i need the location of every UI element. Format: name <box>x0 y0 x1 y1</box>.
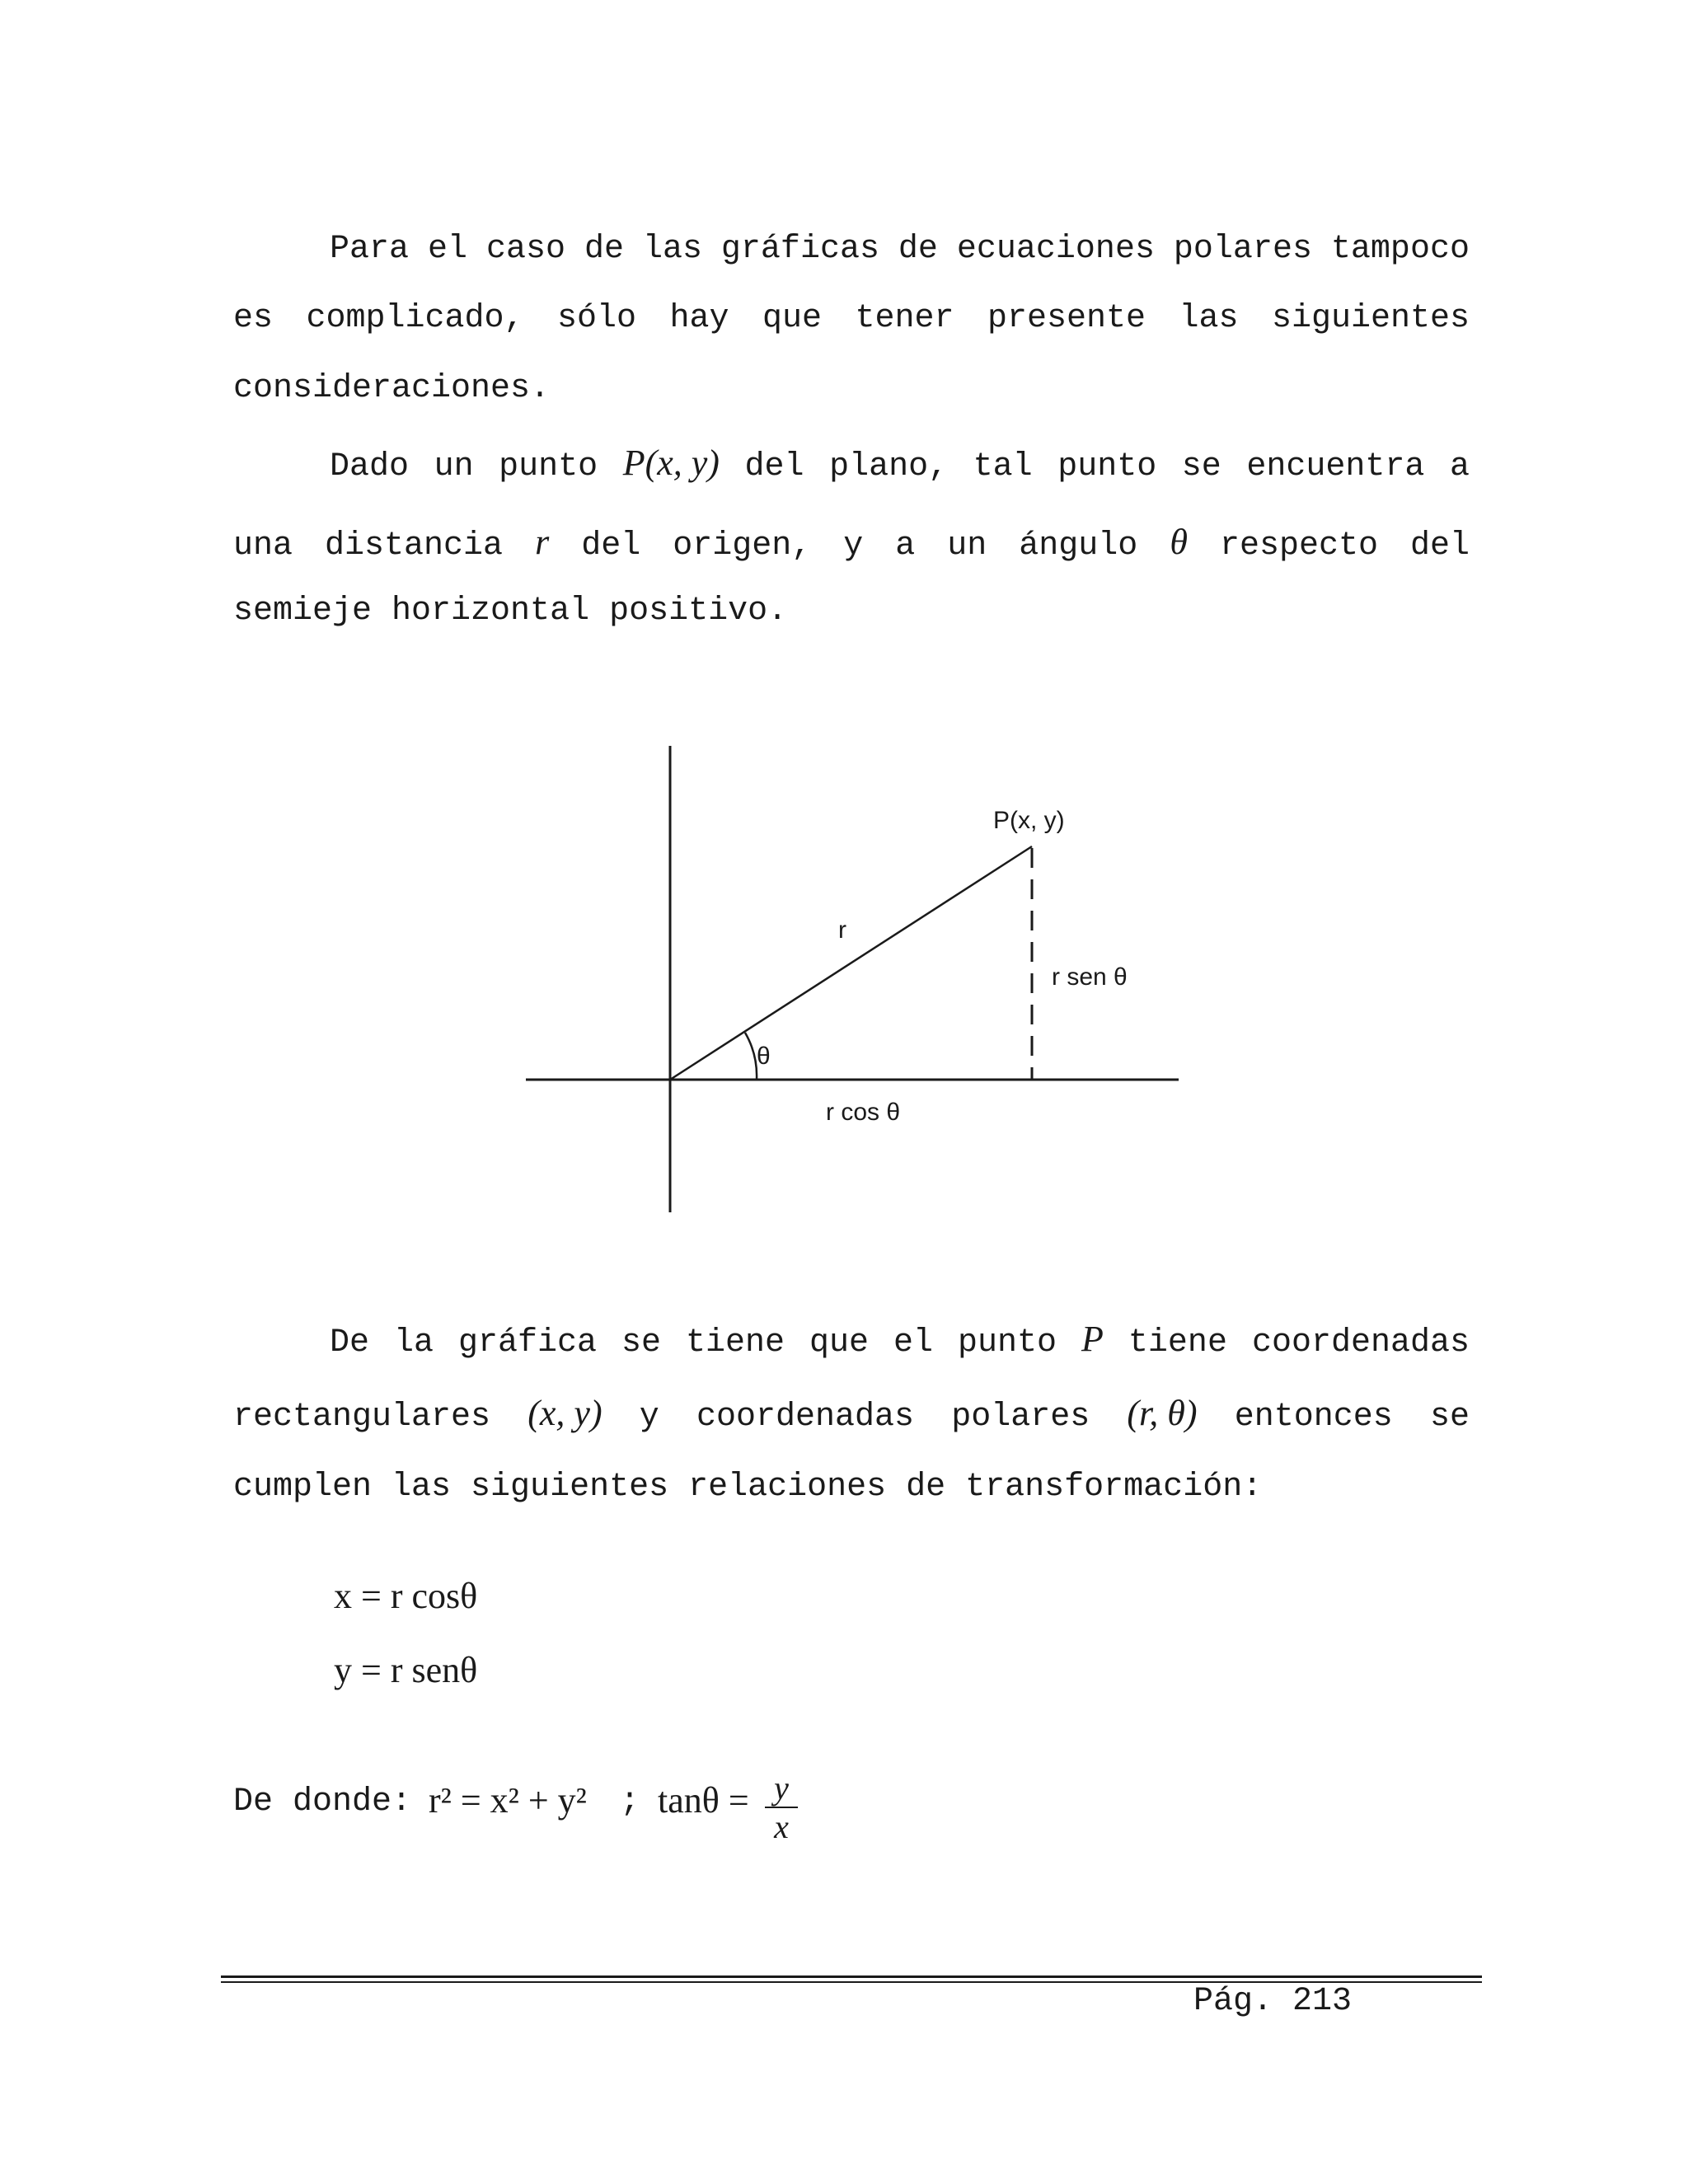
paragraph-2-line-1 <box>330 443 1470 488</box>
word: el <box>427 231 467 268</box>
p-symbol: P <box>1081 1319 1104 1359</box>
word: las <box>642 231 702 268</box>
word: es <box>233 300 274 337</box>
word: respecto <box>1219 527 1378 565</box>
paragraph-1-line-1 <box>330 229 1470 270</box>
paragraph-3-line-1 <box>330 1319 1470 1364</box>
word: plano, <box>829 448 949 485</box>
word: que <box>809 1324 870 1361</box>
word: que <box>762 300 822 337</box>
word: una <box>233 527 293 565</box>
word: Dado <box>330 448 410 485</box>
word: polares <box>1173 231 1312 268</box>
word: punto <box>958 1324 1057 1361</box>
word: de <box>898 231 938 268</box>
word: del <box>581 527 641 565</box>
word: ecuaciones <box>956 231 1155 268</box>
word: punto <box>1057 448 1157 485</box>
word: se <box>1429 1399 1470 1436</box>
word: caso <box>485 231 565 268</box>
separator: ; <box>620 1783 640 1821</box>
polar-coordinates-figure <box>519 746 1195 1216</box>
word: encuentra <box>1246 448 1425 485</box>
word: ángulo <box>1019 527 1138 565</box>
point-label: P(x, y) <box>993 807 1065 834</box>
word: se <box>621 1324 662 1361</box>
word: rectangulares <box>233 1399 491 1436</box>
word: Para <box>330 231 410 268</box>
equation-y: y = r senθ <box>334 1650 478 1690</box>
tan-fraction <box>765 1770 798 1846</box>
word: del <box>744 448 804 485</box>
word: gráfica <box>458 1324 598 1361</box>
paragraph-3-line-3: cumplen las siguientes relaciones de transformación: <box>233 1469 1263 1506</box>
paragraph-2-line-3: semieje horizontal positivo. <box>233 593 788 630</box>
word: del <box>1409 527 1470 565</box>
word: polares <box>951 1399 1090 1436</box>
word: complicado, <box>306 300 524 337</box>
fraction-denominator: x <box>774 1808 789 1845</box>
rectangular-coords: (x, y) <box>528 1393 603 1433</box>
point-symbol: P(x, y) <box>622 443 720 483</box>
word: gráficas <box>720 231 879 268</box>
theta-symbol: θ <box>1170 522 1188 562</box>
word: hay <box>669 300 729 337</box>
equation-r-squared: r² = x² + y² <box>429 1780 587 1821</box>
equation-x: x = r cosθ <box>334 1576 478 1616</box>
word: la <box>394 1324 434 1361</box>
de-donde-label: De donde: <box>233 1783 412 1821</box>
word: presente <box>987 300 1146 337</box>
fraction-numerator: y <box>765 1770 798 1808</box>
r-label: r <box>838 916 846 944</box>
word: tener <box>855 300 954 337</box>
r-sen-label: r sen θ <box>1052 963 1128 991</box>
word: punto <box>499 448 598 485</box>
word: las <box>1179 300 1239 337</box>
word: distancia <box>325 527 504 565</box>
polar-coords: (r, θ) <box>1127 1393 1198 1433</box>
word: De <box>330 1324 370 1361</box>
word: tal <box>973 448 1033 485</box>
paragraph-3-line-2 <box>233 1393 1470 1438</box>
word: siguientes <box>1271 300 1470 337</box>
equation-tan-lhs: tanθ = <box>658 1780 749 1821</box>
word: un <box>947 527 987 565</box>
page-number: Pág. 213 <box>1193 1983 1353 2020</box>
word: de <box>584 231 624 268</box>
word: tampoco <box>1330 231 1470 268</box>
paragraph-1-line-3: consideraciones. <box>233 370 551 407</box>
paragraph-1-line-2 <box>233 298 1470 340</box>
word: tiene <box>686 1324 785 1361</box>
word: sólo <box>557 300 637 337</box>
word: tiene <box>1128 1324 1227 1361</box>
word: coordenadas <box>696 1399 915 1436</box>
word: origen, <box>673 527 812 565</box>
word: el <box>893 1324 934 1361</box>
angle-arc <box>745 1033 757 1080</box>
word: y <box>639 1399 659 1436</box>
word: un <box>434 448 474 485</box>
r-cos-label: r cos θ <box>826 1099 901 1126</box>
radius-segment <box>670 846 1032 1080</box>
word: se <box>1181 448 1221 485</box>
footer-rule-top <box>221 1975 1482 1978</box>
word: y <box>843 527 864 565</box>
theta-label: θ <box>757 1043 771 1070</box>
word: a <box>895 527 916 565</box>
paragraph-2-line-2 <box>233 522 1470 567</box>
word: entonces <box>1234 1399 1393 1436</box>
word: a <box>1449 448 1470 485</box>
word: coordenadas <box>1251 1324 1470 1361</box>
r-symbol: r <box>535 522 550 562</box>
